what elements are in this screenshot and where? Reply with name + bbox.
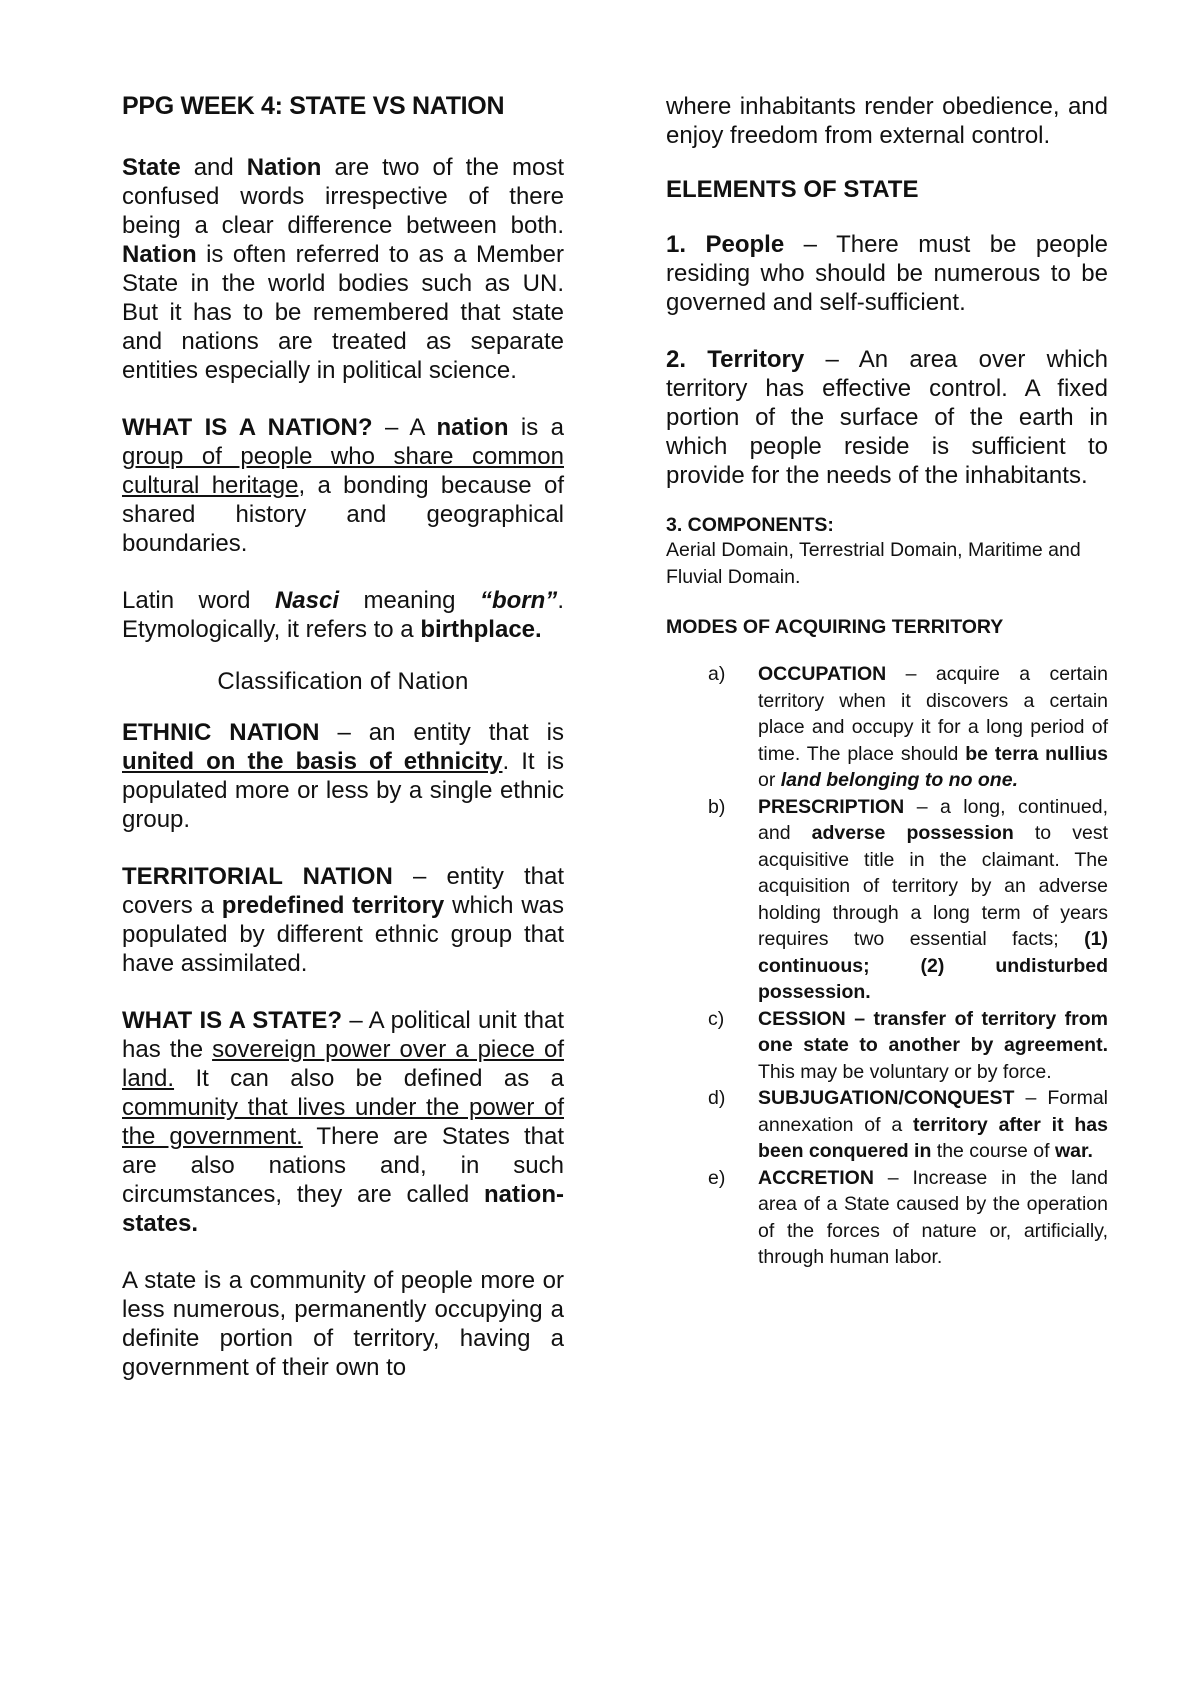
list-marker: b) <box>708 795 726 818</box>
mode-accretion <box>666 1165 1108 1271</box>
term-nasci: Nasci <box>274 587 340 614</box>
term-born: “born” <box>479 587 558 614</box>
mode-occupation <box>666 661 1108 794</box>
text-fragment: meaning <box>339 587 480 614</box>
element-territory-label: 2. Territory <box>666 346 805 373</box>
text-fragment: It can also be defined as a <box>174 1065 564 1092</box>
term-nation: nation <box>436 414 509 441</box>
term-state: State <box>122 154 181 181</box>
nation-definition <box>122 413 564 558</box>
ethnic-nation-label: ETHNIC NATION <box>122 719 320 746</box>
underlined-phrase: community that lives under the power of the government. <box>122 1094 564 1150</box>
continuation-paragraph: where inhabitants render obedience, and enjoy freedom from external control. <box>666 93 1108 149</box>
text-fragment: Latin word <box>122 587 275 614</box>
mode-subjugation <box>666 1085 1108 1165</box>
mode-label: ACCRETION <box>758 1166 874 1189</box>
modes-heading: MODES OF ACQUIRING TERRITORY <box>666 616 1004 638</box>
components-label: 3. COMPONENTS: <box>666 514 834 536</box>
list-marker: a) <box>708 663 726 685</box>
term-predefined-territory: predefined territory <box>221 892 445 919</box>
element-people-label: 1. People <box>666 231 785 258</box>
text-fragment: – acquire a certain territory when it discovers a certain place and occupy it for a long period of time. The place should <box>758 663 1108 765</box>
text-fragment: This may be voluntary or by force. <box>758 1060 1052 1083</box>
text-fragment: or <box>758 769 781 791</box>
mode-label: OCCUPATION <box>758 663 887 685</box>
mode-cession <box>666 1006 1108 1086</box>
text-fragment: – entity that covers a <box>122 863 564 919</box>
text-fragment: – A <box>372 414 437 441</box>
text-fragment: There are States that are also nations and, in such circumstances, they are called <box>122 1123 564 1208</box>
text-fragment: are two of the most confused words irrespective of there being a clear difference between both. <box>122 154 564 239</box>
term-nation-states: nation-states. <box>122 1181 564 1237</box>
page-title: PPG WEEK 4: STATE VS NATION <box>122 92 505 120</box>
modes-list <box>666 661 1108 1271</box>
term-war: war. <box>1054 1140 1093 1162</box>
territorial-nation-paragraph <box>122 862 564 978</box>
territorial-nation-label: TERRITORIAL NATION <box>122 863 393 890</box>
mode-prescription <box>666 794 1108 1006</box>
text-fragment: – An area over which territory has effective control. A fixed portion of the surface of the earth in which people reside is sufficient to provide for the needs of the inhabitants. <box>666 346 1108 489</box>
term-territory-conquered: territory after it has been conquered in <box>758 1113 1108 1162</box>
text-fragment: . Etymologically, it refers to a <box>122 587 564 643</box>
term-adverse-possession: adverse possession <box>811 822 1014 844</box>
underlined-phrase: group of people who share common cultural heritage <box>122 443 564 499</box>
text-fragment: is often referred to as a Member State in the world bodies such as UN. But it has to be remembered that state and nations are treated as separate entities especially in political science. <box>122 241 564 384</box>
nation-definition-label: WHAT IS A NATION? <box>122 414 373 441</box>
term-terra-nullius: be terra nullius <box>965 742 1108 765</box>
state-definition <box>122 1006 564 1238</box>
elements-heading: ELEMENTS OF STATE <box>666 176 919 203</box>
intro-paragraph <box>122 153 564 385</box>
term-birthplace: birthplace. <box>420 616 542 643</box>
text-fragment: is a <box>508 414 565 441</box>
classification-heading: Classification of Nation <box>217 668 469 695</box>
text-fragment: – Formal annexation of a <box>758 1087 1108 1136</box>
ethnic-nation-paragraph <box>122 718 564 834</box>
element-territory <box>666 345 1108 490</box>
text-fragment: . It is populated more or less by a single ethnic group. <box>122 748 565 833</box>
list-marker: d) <box>708 1087 726 1109</box>
text-fragment: which was populated by different ethnic group that have assimilated. <box>122 892 564 977</box>
text-fragment: – There must be people residing who should be numerous to be governed and self-sufficient. <box>666 231 1109 316</box>
term-essential-facts: (1) continuous; (2) undisturbed possession. <box>758 928 1108 1003</box>
term-land-belonging: land belonging to no one. <box>780 769 1018 791</box>
element-people <box>666 230 1108 317</box>
mode-label: SUBJUGATION/CONQUEST <box>758 1087 1015 1109</box>
text-fragment: – A political unit that has the <box>122 1007 564 1063</box>
state-definition-label: WHAT IS A STATE? <box>122 1007 343 1034</box>
text-fragment: – transfer of territory from one state to another by agreement. <box>758 1007 1108 1056</box>
latin-origin-paragraph <box>122 586 564 644</box>
text-fragment: – Increase in the land area of a State caused by the operation of the forces of nature or, artificially, through human labor. <box>758 1166 1108 1268</box>
components-text: Aerial Domain, Terrestrial Domain, Maritime and Fluvial Domain. <box>666 539 1081 588</box>
mode-label: PRESCRIPTION <box>758 795 905 818</box>
text-fragment: , a bonding because of shared history and geographical boundaries. <box>122 472 565 557</box>
text-fragment: – a long, continued, and <box>758 795 1108 844</box>
state-description-paragraph: A state is a community of people more or less numerous, permanently occupying a definite portion of territory, having a government of their own to <box>122 1267 564 1381</box>
term-nation: Nation <box>122 241 197 268</box>
term-nation: Nation <box>246 154 322 181</box>
list-marker: c) <box>708 1007 725 1030</box>
mode-label: CESSION <box>758 1007 846 1030</box>
text-fragment: and <box>180 154 247 181</box>
underlined-phrase: united on the basis of ethnicity <box>122 748 503 775</box>
text-fragment: – an entity that is <box>319 719 565 746</box>
text-fragment: the course of <box>931 1140 1055 1162</box>
left-column <box>122 92 564 1382</box>
list-marker: e) <box>708 1166 726 1189</box>
text-fragment: to vest acquisitive title in the claimant. The acquisition of territory by an adverse holding through a long term of years requires two essential facts; <box>758 822 1108 950</box>
right-column <box>666 92 1108 1271</box>
underlined-phrase: sovereign power over a piece of land. <box>122 1036 564 1092</box>
